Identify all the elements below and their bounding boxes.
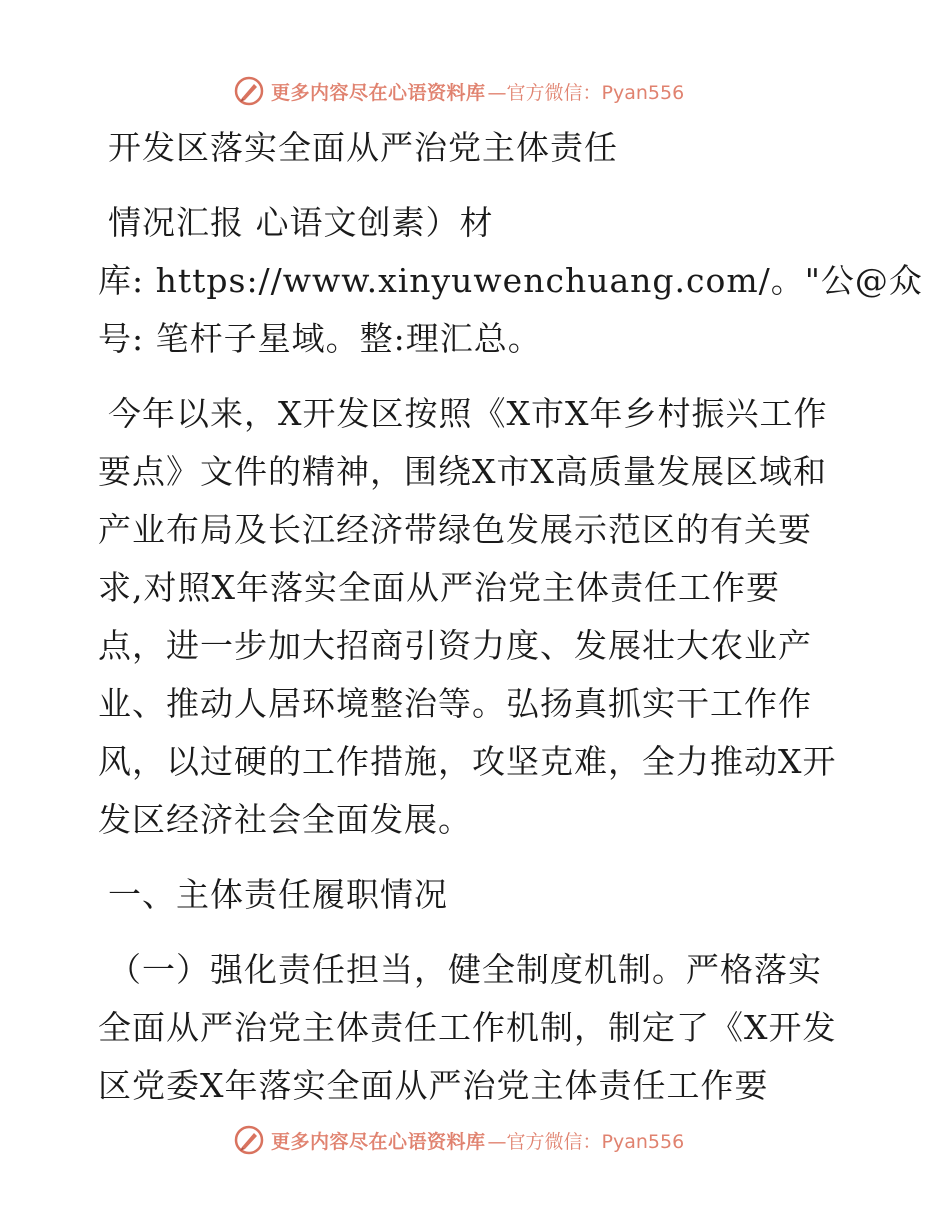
body-paragraph-line: 全面从严治党主体责任工作机制，制定了《X开发 — [98, 1008, 837, 1047]
body-paragraph-line: 点，进一步加大招商引资力度、发展壮大农业产 — [98, 626, 812, 665]
section-heading: 一、主体责任履职情况 — [108, 875, 448, 914]
body-paragraph-line: 风，以过硬的工作措施，攻坚克难，全力推动X开 — [98, 742, 837, 781]
body-paragraph-line: 产业布局及长江经济带绿色发展示范区的有关要 — [98, 510, 812, 549]
body-paragraph-line: （一）强化责任担当，健全制度机制。严格落实 — [108, 950, 822, 989]
pen-logo-icon — [233, 75, 265, 107]
watermark-main-text: 更多内容尽在心语资料库 — [271, 81, 486, 104]
watermark-footer — [233, 1120, 793, 1160]
body-paragraph-line: 要点》文件的精神，围绕X市X高质量发展区域和 — [98, 452, 827, 491]
watermark-contact-text: —官方微信：Pyan556 — [487, 1130, 685, 1153]
doc-source-line-2: 号: 笔杆子星域。整:理汇总。 — [98, 319, 542, 358]
body-paragraph-line: 区党委X年落实全面从严治党主体责任工作要 — [98, 1066, 769, 1105]
body-paragraph-line: 今年以来，X开发区按照《X市X年乡村振兴工作 — [108, 394, 828, 433]
watermark-header — [233, 71, 793, 111]
watermark-main-text: 更多内容尽在心语资料库 — [271, 1130, 486, 1153]
pen-logo-icon — [233, 1124, 265, 1156]
body-paragraph-line: 求,对照X年落实全面从严治党主体责任工作要 — [98, 568, 780, 607]
body-paragraph-line: 发区经济社会全面发展。 — [98, 800, 472, 839]
doc-title-line-2: 情况汇报 心语文创素）材 — [108, 203, 494, 242]
body-paragraph-line: 业、推动人居环境整治等。弘扬真抓实干工作作 — [98, 684, 812, 723]
watermark-contact-text: —官方微信：Pyan556 — [487, 81, 685, 104]
doc-title-line-1: 开发区落实全面从严治党主体责任 — [108, 128, 618, 167]
doc-source-line-1: 库: https://www.xinyuwenchuang.com/。"公@众 — [98, 261, 923, 300]
